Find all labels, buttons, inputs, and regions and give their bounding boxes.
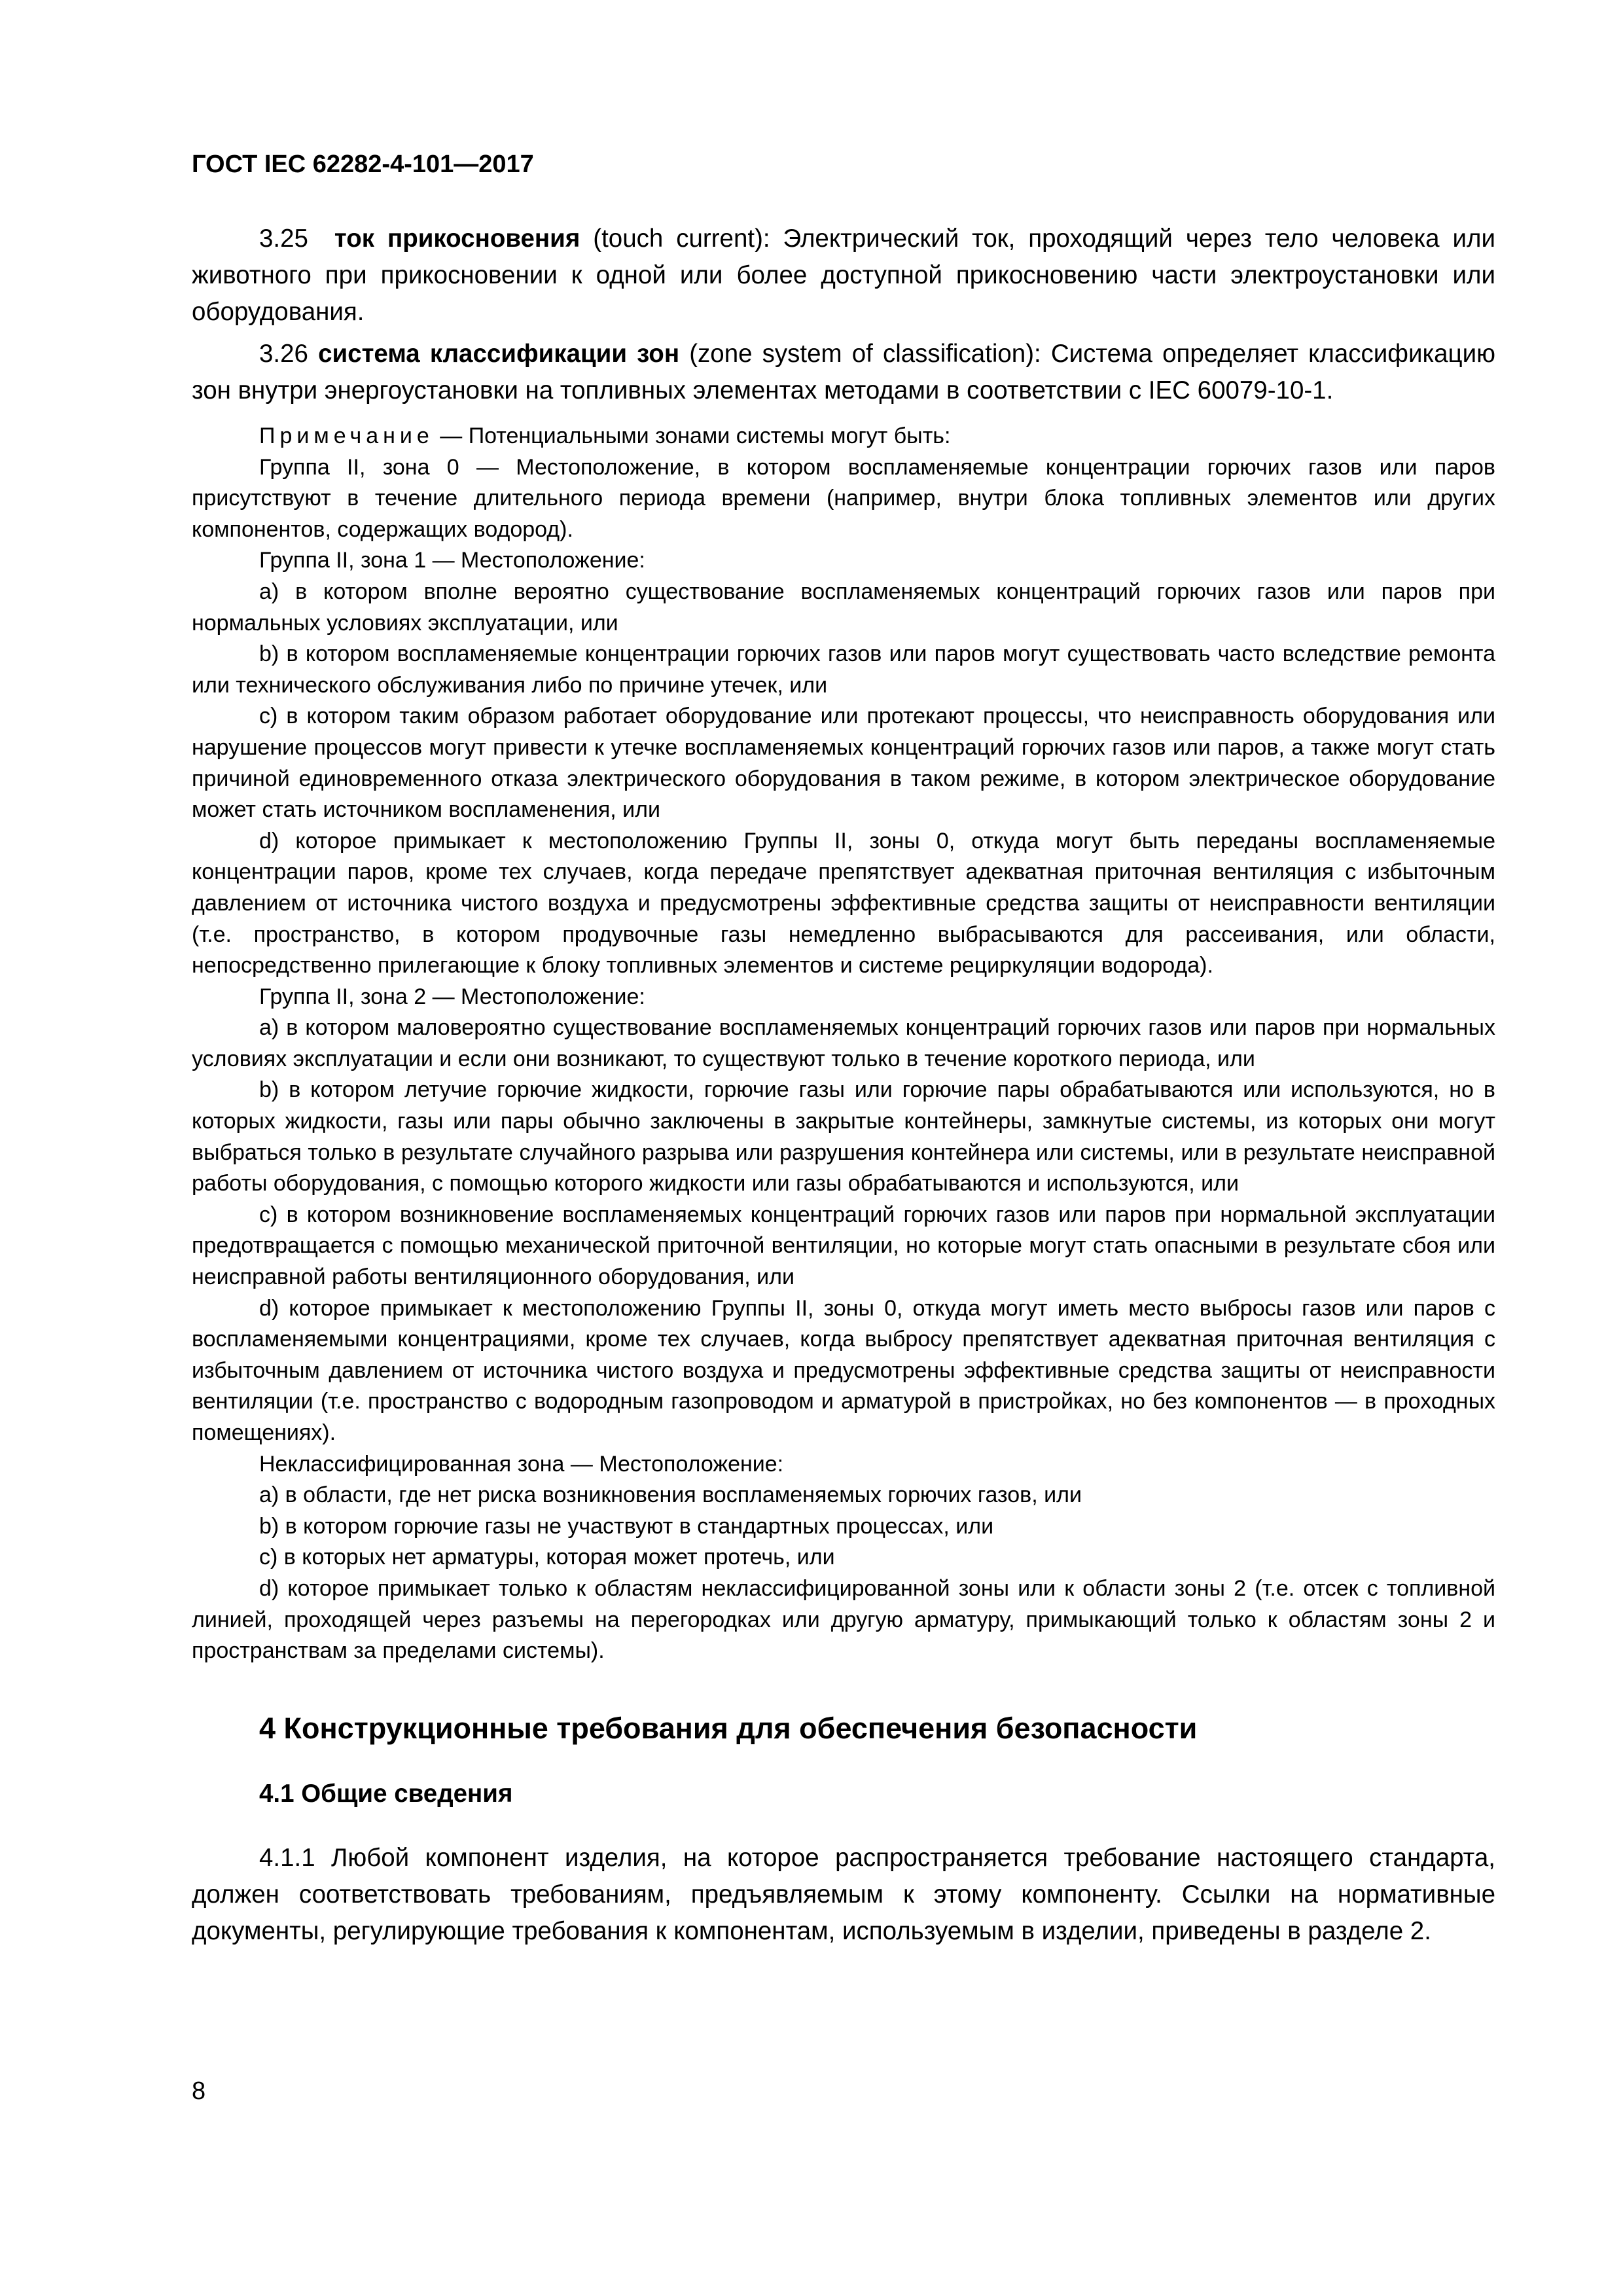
note-label: Примечание: [259, 423, 434, 448]
document-header: ГОСТ IEC 62282-4-101—2017: [192, 151, 534, 178]
term-english: (touch current): [593, 224, 763, 253]
section-heading: 4 Конструкционные требования для обеспечения безопасности: [259, 1711, 1198, 1745]
note-line: a) в области, где нет риска возникновения воспламеняемых горючих газов, или: [259, 1482, 1082, 1508]
clause-3-26: [192, 336, 1495, 409]
document-body: [192, 221, 1495, 1955]
note-line: Группа II, зона 1 — Местоположение:: [259, 548, 645, 573]
note-line: c) в которых нет арматуры, которая может протечь, или: [259, 1545, 835, 1570]
note-intro: [192, 421, 1495, 452]
term-bold: система классификации зон: [318, 340, 680, 368]
term-bold: ток прикосновения: [334, 224, 580, 253]
note-line: b) в котором воспламеняемые концентрации горючих газов или паров могут существовать часто вследствие ремонта или технического обслуживания либо по причине утечек, или: [192, 641, 1495, 698]
note-line: Неклассифицированная зона — Местоположение:: [259, 1451, 784, 1477]
page-number: 8: [192, 2077, 206, 2105]
note-line: Группа II, зона 0 — Местоположение, в котором воспламеняемые концентрации горючих газов или паров присутствуют в течение длительного периода времени (например, внутри блока топливных элементов или других компонентов, содержащих водород).: [192, 454, 1495, 542]
term-english: (zone system of classification): [689, 340, 1035, 368]
note-line: d) которое примыкает к местоположению Группы II, зоны 0, откуда могут быть переданы воспламеняемые концентрации паров, кроме тех случаев, когда передаче препятствует адекватная приточная вентиляция с избыточным давлением от источника чистого воздуха и предусмотрены эффективные средства защиты от неисправности вентиляции (т.е. пространство, в котором продувочные газы немедленно выбрасываются для рассеивания, или области, непосредственно прилегающие к блоку топливных элементов и системе рециркуляции водорода).: [192, 828, 1495, 978]
note-line: Группа II, зона 2 — Местоположение:: [259, 984, 645, 1009]
subsection-heading: 4.1 Общие сведения: [259, 1779, 513, 1808]
clause-number: 3.25: [259, 224, 308, 253]
clause-3-25: [192, 221, 1495, 331]
clause-4-1-1: 4.1.1 Любой компонент изделия, на которое распространяется требование настоящего стандарта, должен соответствовать требованиям, предъявляемым к этому компоненту. Ссылки на нормативные документы, регулирующие требования к компонентам, используемым в изделии, приведены в разделе 2.: [192, 1843, 1495, 1945]
term-definition: : Система определяет классификацию зон внутри энергоустановки на топливных элементах методами в соответствии с IEC 60079-10-1.: [192, 340, 1495, 404]
note-line: a) в котором вполне вероятно существование воспламеняемых концентраций горючих газов или паров при нормальных условиях эксплуатации, или: [192, 579, 1495, 636]
note-line: b) в котором горючие газы не участвуют в стандартных процессах, или: [259, 1513, 994, 1539]
note-block: [192, 421, 1495, 1667]
clause-number: 3.26: [259, 340, 308, 368]
note-line: d) которое примыкает только к областям неклассифицированной зоны или к области зоны 2 (т.е. отсек с топливной линией, проходящей через разъемы на перегородках или другую арматуру, примыкающий только к областям зоны 2 и пространствам за пределами системы).: [192, 1575, 1495, 1664]
note-line: c) в котором таким образом работает оборудование или протекают процессы, что неисправность оборудования или нарушение процессов могут привести к утечке воспламеняемых концентраций горючих газов или паров, а также могут стать причиной единовременного отказа электрического оборудования в таком режиме, в котором электрическое оборудование может стать источником воспламенения, или: [192, 704, 1495, 823]
note-line: a) в котором маловероятно существование воспламеняемых концентраций горючих газов или паров при нормальных условиях эксплуатации и если они возникают, то существуют только в течение короткого периода, или: [192, 1015, 1495, 1071]
term-definition: : Электрический ток, проходящий через тело человека или животного при прикосновении к одной или более доступной прикосновению части электроустановки или оборудования.: [192, 224, 1495, 326]
note-line: d) которое примыкает к местоположению Группы II, зоны 0, откуда могут иметь место выбросы газов или паров с воспламеняемыми концентрациями, кроме тех случаев, когда выбросу препятствует адекватная приточная вентиляция с избыточным давлением от источника чистого воздуха и предусмотрены эффективные средства защиты от неисправности вентиляции (т.е. пространство с водородным газопроводом и арматурой в пристройках, но без компонентов — в проходных помещениях).: [192, 1295, 1495, 1445]
note-line: b) в котором летучие горючие жидкости, горючие газы или горючие пары обрабатываются или используются, но в которых жидкости, газы или пары обычно заключены в закрытые контейнеры, замкнутые системы, из которых они могут выбраться только в результате случайного разрыва или разрушения контейнера или системы, или в результате неисправной работы оборудования, с помощью которого жидкости или газы обрабатываются и используются, или: [192, 1077, 1495, 1196]
note-line: c) в котором возникновение воспламеняемых концентраций горючих газов или паров при нормальной эксплуатации предотвращается с помощью механической приточной вентиляции, но которые могут стать опасными в результате сбоя или неисправной работы вентиляционного оборудования, или: [192, 1202, 1495, 1290]
note-intro-text: — Потенциальными зонами системы могут быть:: [433, 423, 951, 448]
